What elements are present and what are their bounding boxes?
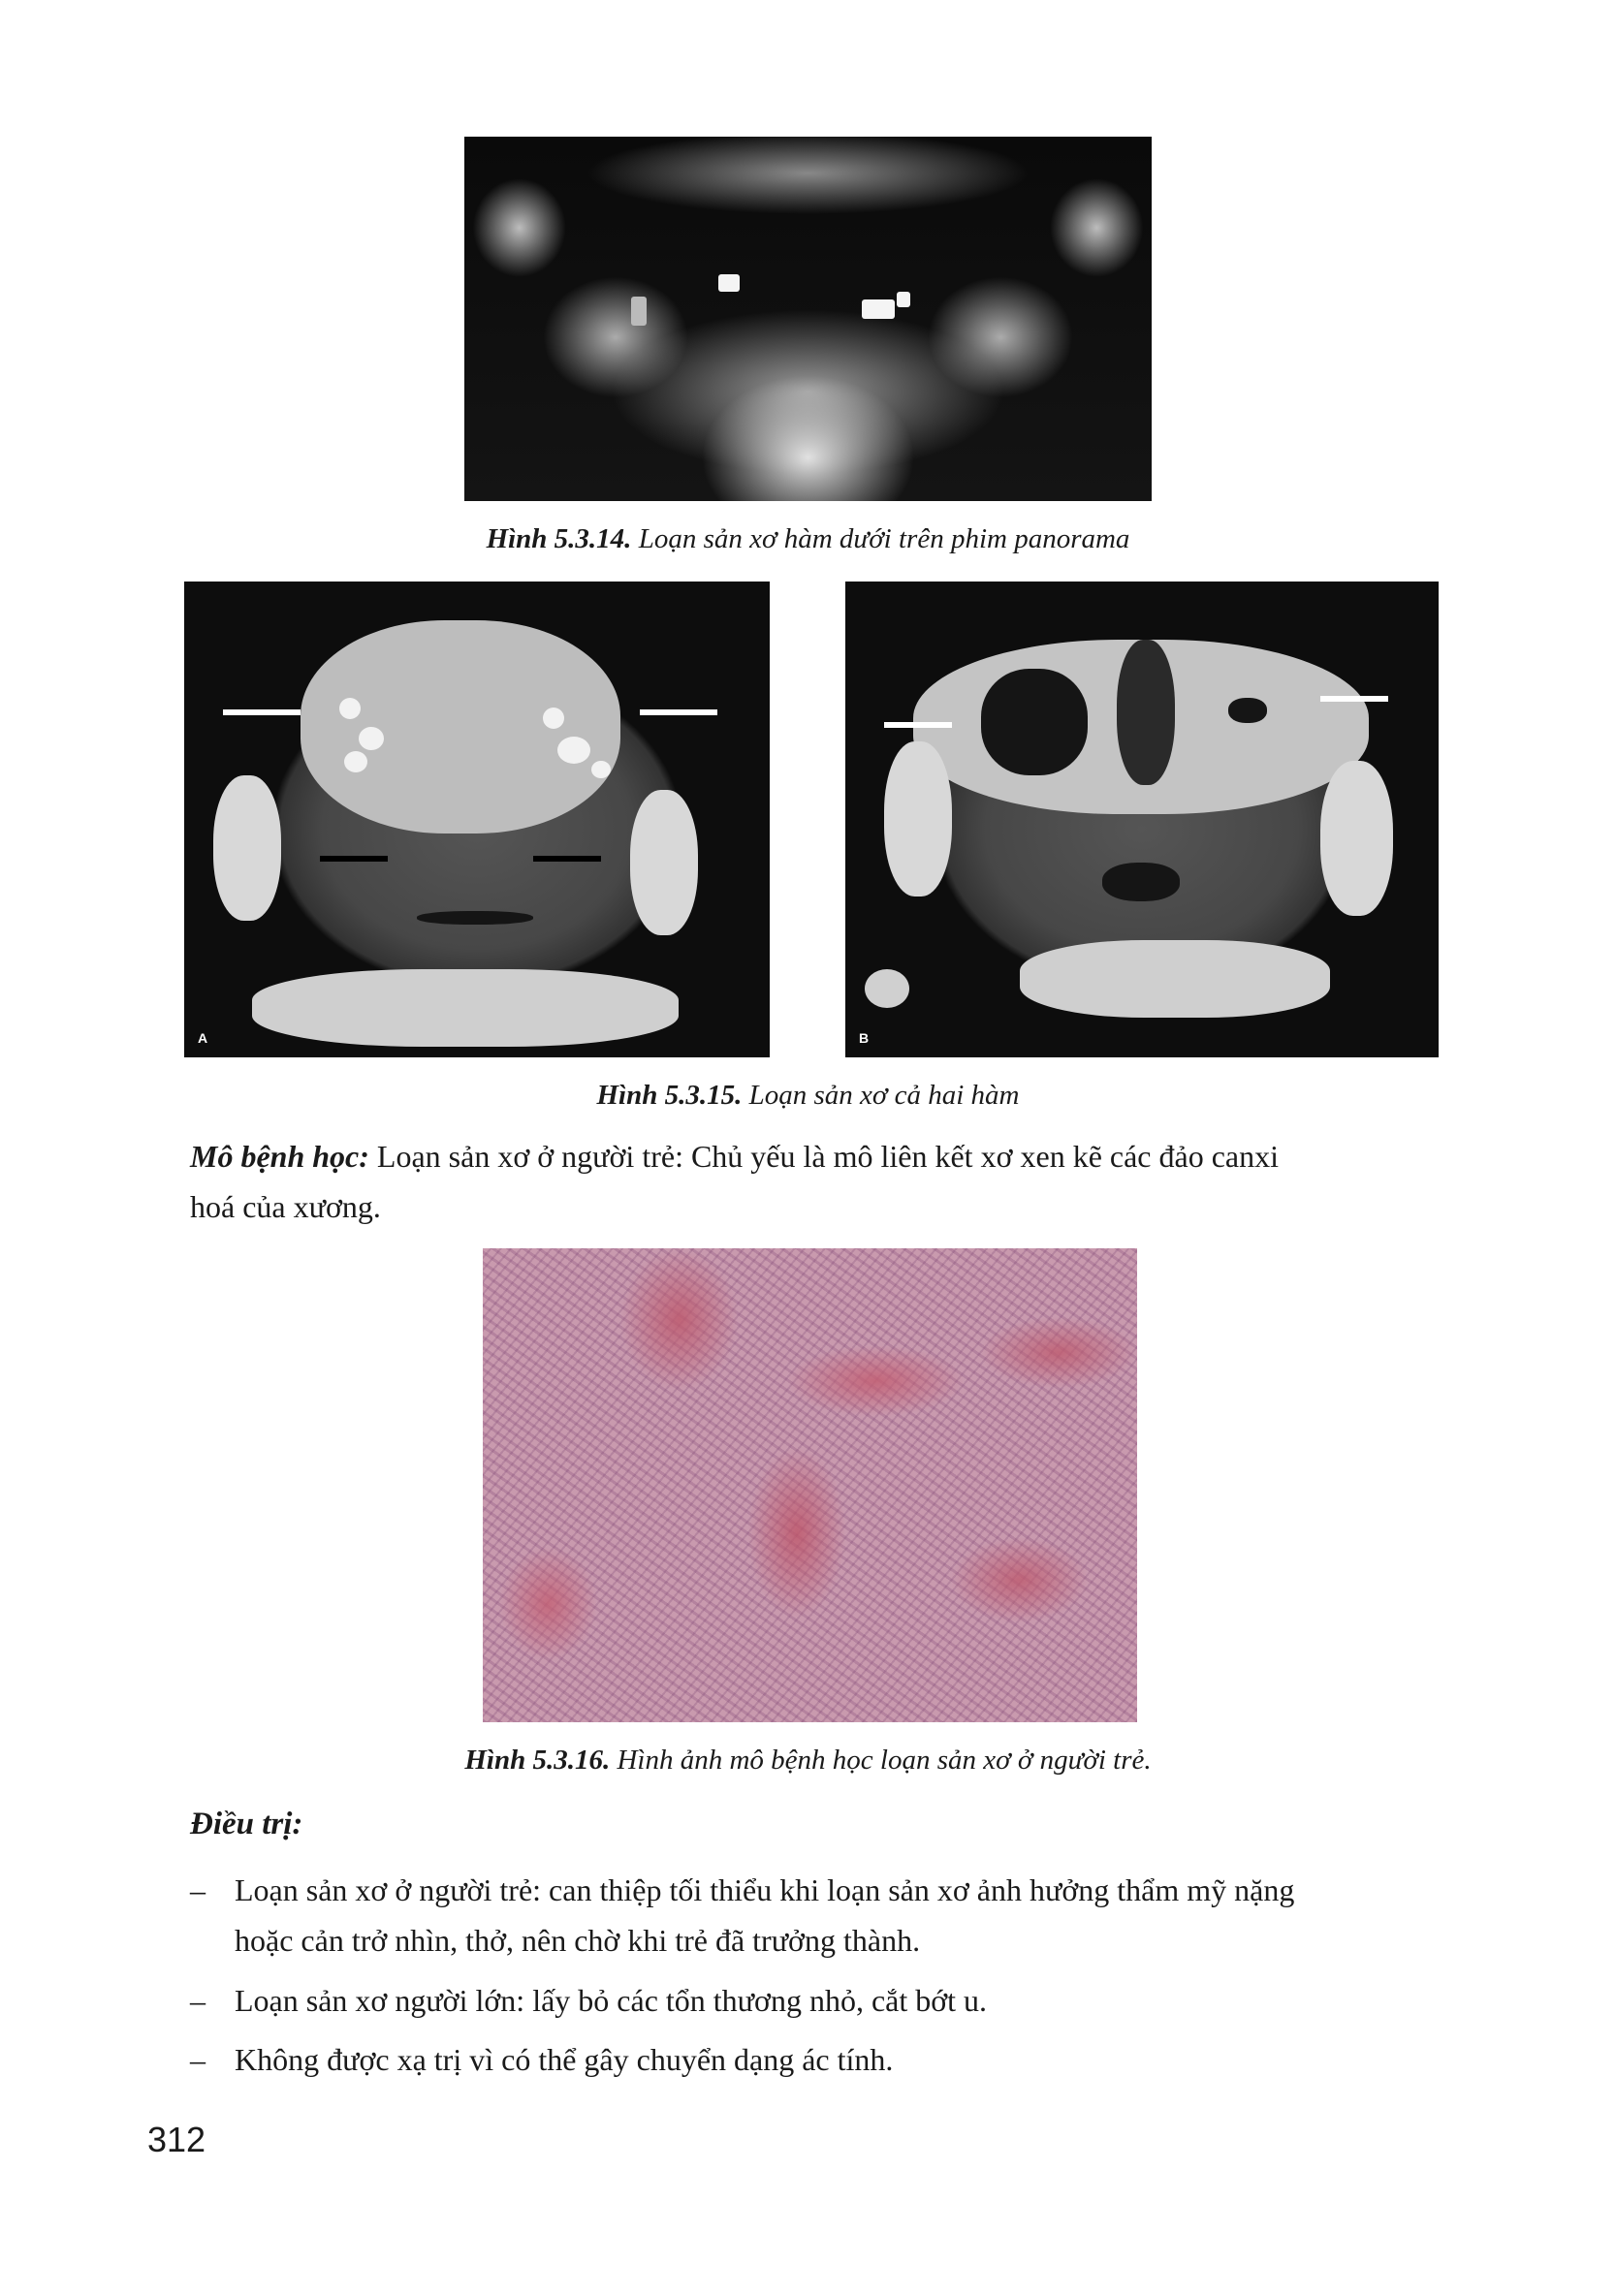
arrow-icon: [1320, 696, 1388, 702]
page-number: 312: [147, 2120, 206, 2159]
arrow-icon: [533, 856, 601, 862]
arrow-icon: [884, 722, 952, 728]
treatment-heading: Điều trị:: [190, 1807, 303, 1841]
list-item: – Loạn sản xơ ở người trẻ: can thiệp tối thiểu khi loạn sản xơ ảnh hưởng thẩm mỹ nặng hoặc cản trở nhìn, thở, nên chờ khi trẻ đã trưởng thành.: [190, 1872, 1295, 1958]
arrow-icon: [320, 856, 388, 862]
ct-image-panel-a: [184, 582, 770, 1057]
pathology-label: Mô bệnh học:: [190, 1139, 369, 1174]
panel-label-b: B: [859, 1030, 870, 1046]
panoramic-xray-image: [464, 137, 1152, 501]
figure-caption-5-3-15: Hình 5.3.15. Loạn sản xơ cả hai hàm: [596, 1080, 1020, 1111]
figure-caption-5-3-14: Hình 5.3.14. Loạn sản xơ hàm dưới trên phim panorama: [486, 523, 1130, 554]
figure-caption-5-3-16: Hình 5.3.16. Hình ảnh mô bệnh học loạn sản xơ ở người trẻ.: [464, 1745, 1152, 1776]
arrow-icon: [223, 709, 301, 715]
panel-label-a: A: [198, 1030, 208, 1046]
list-item: – Loạn sản xơ người lớn: lấy bỏ các tổn thương nhỏ, cắt bớt u.: [190, 1983, 988, 2018]
arrow-icon: [640, 709, 717, 715]
histology-image: [483, 1248, 1137, 1722]
ct-image-panel-b: [845, 582, 1439, 1057]
list-item: – Không được xạ trị vì có thể gây chuyển dạng ác tính.: [190, 2042, 894, 2077]
pathology-paragraph: Mô bệnh học: Loạn sản xơ ở người trẻ: Chủ yếu là mô liên kết xơ xen kẽ các đảo canxi hoá của xương.: [190, 1139, 1279, 1224]
